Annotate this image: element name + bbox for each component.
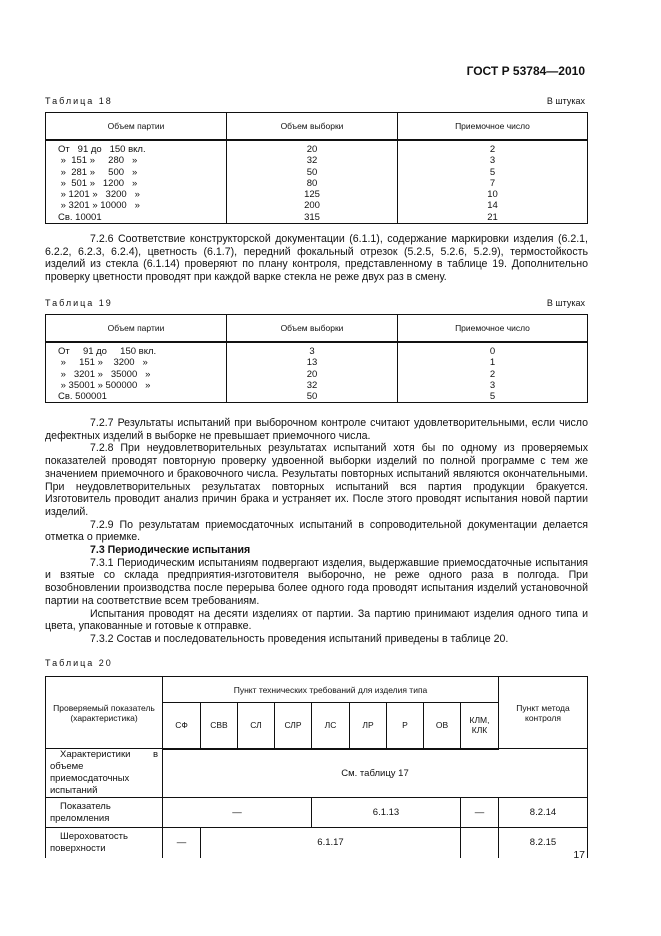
type-header: ЛС [312,703,350,749]
method-cell: 8.2.14 [499,798,588,828]
value-cell: 6.1.13 [312,798,461,828]
column-header: Объем партии [46,113,227,141]
cell: » 1201 » 3200 » [46,189,227,200]
cell: » 35001 » 500000 » [46,380,227,391]
cell: » 3201 » 10000 » [46,200,227,211]
value-cell [461,828,499,858]
table-row [46,189,588,200]
table-19 [45,314,588,403]
paragraph: 7.3.1 Периодическим испытаниям подвергают изделия, выдержавшие приемосдаточные испытания и взятые со склада предприятия-изготовителя выборочно, не реже одного раза в полгода. При возобновлении производства после перерыва более одного года проводят испытания изделий установочной партии на соответствие всем требованиям. [45,556,588,607]
method-cell: 8.2.15 [499,828,588,858]
cell: 2 [398,140,588,155]
type-header: СВВ [201,703,238,749]
type-header: ОВ [424,703,461,749]
table-row [46,749,588,798]
cell: 50 [227,167,398,178]
type-header: Р [387,703,424,749]
value-cell: — [163,828,201,858]
column-header-group: Пункт технических требований для изделия типа [163,677,499,703]
cell: 10 [398,189,588,200]
column-header-method: Пункт метода контроля [499,677,588,749]
cell: 32 [227,155,398,166]
cell: 80 [227,178,398,189]
column-header: Объем выборки [227,315,398,343]
table-row [46,369,588,380]
cell: 14 [398,200,588,211]
cell: 32 [227,380,398,391]
table-row [46,798,588,828]
column-header: Приемочное число [398,315,588,343]
table-18-caption: Таблица 18 [45,96,113,106]
cell: 3 [227,342,398,357]
cell: 20 [227,369,398,380]
standard-header: ГОСТ Р 53784—2010 [466,64,585,78]
table-row [46,167,588,178]
table-row [46,391,588,403]
paragraph: 7.2.8 При неудовлетворительных результатах испытаний хотя бы по одному из проверяемых показателей проводят повторную проверку удвоенной выборки изделий по полной программе с тем же значением приемочного и браковочного числа. Результаты повторных испытаний являются окончательными. При неудовлетворительных результатах повторных испытаний вся партия продукции бракуется. Изготовитель проводит анализ причин брака и устраняет их. После этого проводят испытания новой партии изделий. [45,442,588,518]
table-20-caption: Таблица 20 [45,658,113,668]
table-18-units: В штуках [546,96,585,106]
indicator-cell: Шероховатость поверхности [46,828,163,858]
table-19-units: В штуках [546,298,585,308]
cell: 5 [398,391,588,403]
cell: От 91 до 150 вкл. [46,342,227,357]
cell: 200 [227,200,398,211]
cell: 0 [398,342,588,357]
indicator-cell: Характеристики в объеме приемосдаточных испытаний [46,749,163,798]
type-header: СФ [163,703,201,749]
paragraph-block [45,417,588,646]
cell: » 151 » 280 » [46,155,227,166]
column-header: Объем партии [46,315,227,343]
value-cell: — [163,798,312,828]
cell: » 151 » 3200 » [46,357,227,368]
paragraph: 7.2.9 По результатам приемосдаточных испытаний в сопроводительной документации делается отметка о приемке. [45,518,588,544]
cell: 125 [227,189,398,200]
cell: » 3201 » 35000 » [46,369,227,380]
table-row [46,828,588,858]
cell: Св. 10001 [46,212,227,224]
indicator-cell: Показатель преломления [46,798,163,828]
cell: 315 [227,212,398,224]
column-header: Объем выборки [227,113,398,141]
table-20 [45,676,588,858]
cell: » 281 » 500 » [46,167,227,178]
cell: 3 [398,155,588,166]
cell: 3 [398,380,588,391]
cell: 13 [227,357,398,368]
table-row [46,212,588,224]
table-row [46,155,588,166]
paragraph: 7.3.2 Состав и последовательность проведения испытаний приведены в таблице 20. [90,632,509,645]
table-row [46,140,588,155]
paragraph: 7.2.7 Результаты испытаний при выборочном контроле считают удовлетворительными, если число дефектных изделий в выборке не превышает приемочного числа. [45,417,588,442]
table-row [46,380,588,391]
paragraph: Испытания проводят на десяти изделиях от партии. За партию принимают изделия одного типа и цвета, упакованные и готовые к отправке. [45,607,588,633]
table-row [46,200,588,211]
cell: 1 [398,357,588,368]
type-header: КЛМ, КЛК [461,703,499,749]
cell: 5 [398,167,588,178]
value-cell: См. таблицу 17 [163,749,588,798]
column-header-indicator: Проверяемый показатель (характеристика) [46,677,163,749]
table-row [46,178,588,189]
table-row [46,342,588,357]
column-header: Приемочное число [398,113,588,141]
cell: 50 [227,391,398,403]
value-cell: — [461,798,499,828]
section-heading: 7.3 Периодические испытания [90,544,251,557]
cell: » 501 » 1200 » [46,178,227,189]
type-header: СЛР [275,703,312,749]
table-row [46,357,588,368]
page-number: 17 [573,849,585,861]
cell: От 91 до 150 вкл. [46,140,227,155]
cell: Св. 500001 [46,391,227,403]
table-18 [45,112,588,224]
table-19-caption: Таблица 19 [45,298,113,308]
type-header: СЛ [238,703,275,749]
type-header: ЛР [350,703,387,749]
paragraph: 7.2.6 Соответствие конструкторской документации (6.1.1), содержание маркировки изделия (6.2.1, 6.2.2, 6.2.3, 6.2.4), цветность (6.1.7), передний фокальный отрезок (5.2.5, 5.2.6, 5.2.9), термостойкость изделий из стекла (6.1.14) проверяют по плану контроля, представленному в таблице 19. Дополнительно проверку цветности проводят при каждой варке стекла не реже двух раз в смену. [45,233,588,284]
cell: 20 [227,140,398,155]
cell: 21 [398,212,588,224]
cell: 7 [398,178,588,189]
paragraph-block [45,233,588,284]
cell: 2 [398,369,588,380]
value-cell: 6.1.17 [201,828,461,858]
